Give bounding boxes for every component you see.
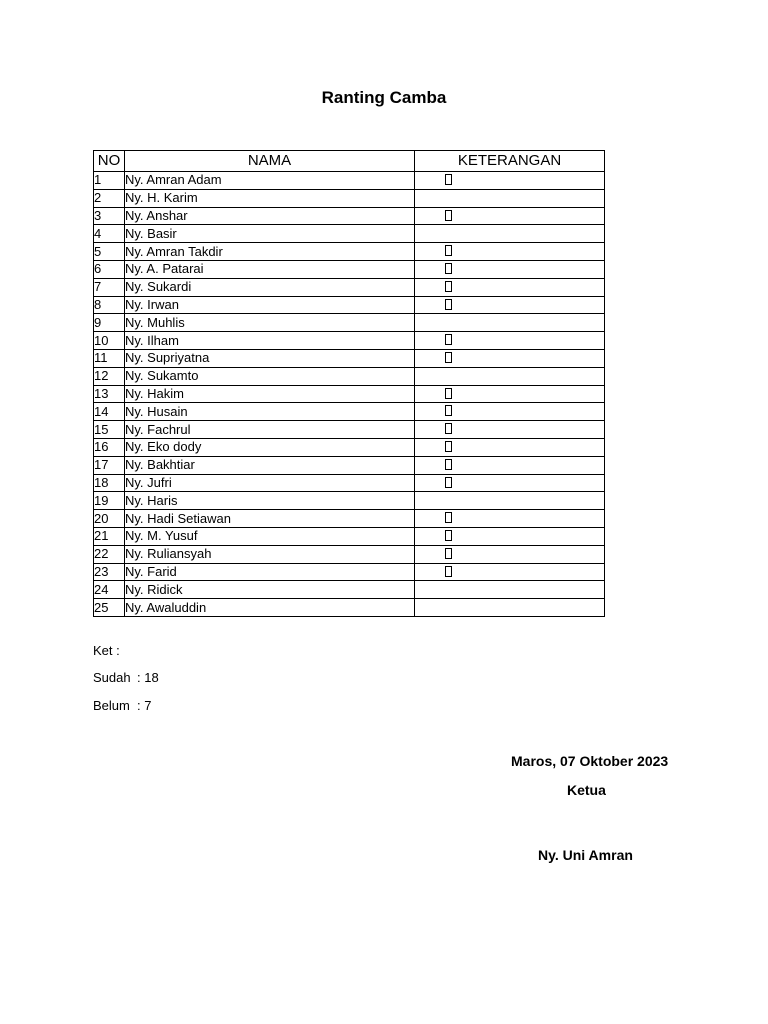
table-row	[94, 545, 605, 563]
row-no: 7	[94, 278, 125, 296]
check-box-icon	[445, 388, 452, 399]
row-nama: Ny. Awaluddin	[125, 599, 415, 617]
row-no: 12	[94, 367, 125, 385]
row-keterangan	[415, 421, 605, 439]
row-keterangan	[415, 314, 605, 332]
row-keterangan	[415, 527, 605, 545]
signature-role: Ketua	[567, 782, 606, 798]
row-keterangan	[415, 510, 605, 528]
row-keterangan	[415, 172, 605, 190]
check-box-icon	[445, 210, 452, 221]
row-no: 25	[94, 599, 125, 617]
check-box-icon	[445, 459, 452, 470]
check-box-icon	[445, 530, 452, 541]
attendance-table	[93, 150, 605, 617]
table-row	[94, 438, 605, 456]
row-nama: Ny. Haris	[125, 492, 415, 510]
sudah-label: Sudah	[93, 670, 131, 685]
row-keterangan	[415, 207, 605, 225]
table-row	[94, 581, 605, 599]
row-no: 6	[94, 260, 125, 278]
row-keterangan	[415, 349, 605, 367]
check-box-icon	[445, 281, 452, 292]
row-nama: Ny. Supriyatna	[125, 349, 415, 367]
notes-heading: Ket :	[93, 643, 120, 658]
row-keterangan	[415, 545, 605, 563]
notes-belum	[93, 698, 151, 713]
table-row	[94, 563, 605, 581]
table-row	[94, 260, 605, 278]
table-row	[94, 403, 605, 421]
table-row	[94, 492, 605, 510]
row-no: 3	[94, 207, 125, 225]
belum-label: Belum	[93, 698, 130, 713]
row-nama: Ny. H. Karim	[125, 189, 415, 207]
row-keterangan	[415, 438, 605, 456]
row-keterangan	[415, 260, 605, 278]
table-row	[94, 474, 605, 492]
header-keterangan: KETERANGAN	[415, 151, 605, 172]
header-no: NO	[94, 151, 125, 172]
row-no: 19	[94, 492, 125, 510]
row-no: 17	[94, 456, 125, 474]
row-nama: Ny. Hadi Setiawan	[125, 510, 415, 528]
row-keterangan	[415, 225, 605, 243]
row-nama: Ny. Hakim	[125, 385, 415, 403]
table-row	[94, 225, 605, 243]
check-box-icon	[445, 263, 452, 274]
table-row	[94, 296, 605, 314]
check-box-icon	[445, 477, 452, 488]
row-keterangan	[415, 563, 605, 581]
row-nama: Ny. Muhlis	[125, 314, 415, 332]
table-row	[94, 349, 605, 367]
row-no: 1	[94, 172, 125, 190]
check-box-icon	[445, 548, 452, 559]
check-box-icon	[445, 441, 452, 452]
row-keterangan	[415, 189, 605, 207]
table-row	[94, 207, 605, 225]
row-keterangan	[415, 474, 605, 492]
table-body	[94, 172, 605, 617]
table-header-row	[94, 151, 605, 172]
row-keterangan	[415, 367, 605, 385]
row-no: 8	[94, 296, 125, 314]
row-keterangan	[415, 296, 605, 314]
row-no: 23	[94, 563, 125, 581]
row-nama: Ny. M. Yusuf	[125, 527, 415, 545]
row-no: 13	[94, 385, 125, 403]
row-no: 20	[94, 510, 125, 528]
check-box-icon	[445, 405, 452, 416]
check-box-icon	[445, 299, 452, 310]
row-nama: Ny. Fachrul	[125, 421, 415, 439]
row-no: 5	[94, 243, 125, 261]
row-no: 10	[94, 332, 125, 350]
notes-sudah	[93, 670, 159, 685]
row-nama: Ny. Sukamto	[125, 367, 415, 385]
table-row	[94, 189, 605, 207]
row-nama: Ny. Husain	[125, 403, 415, 421]
row-no: 15	[94, 421, 125, 439]
row-keterangan	[415, 456, 605, 474]
row-nama: Ny. Farid	[125, 563, 415, 581]
row-nama: Ny. Jufri	[125, 474, 415, 492]
row-keterangan	[415, 492, 605, 510]
row-nama: Ny. Irwan	[125, 296, 415, 314]
belum-value: : 7	[137, 698, 152, 713]
row-keterangan	[415, 243, 605, 261]
row-nama: Ny. A. Patarai	[125, 260, 415, 278]
check-box-icon	[445, 334, 452, 345]
table-row	[94, 421, 605, 439]
table-row	[94, 527, 605, 545]
row-no: 11	[94, 349, 125, 367]
row-no: 24	[94, 581, 125, 599]
table-row	[94, 599, 605, 617]
row-nama: Ny. Ridick	[125, 581, 415, 599]
row-keterangan	[415, 403, 605, 421]
table-row	[94, 314, 605, 332]
row-no: 2	[94, 189, 125, 207]
row-keterangan	[415, 599, 605, 617]
check-box-icon	[445, 352, 452, 363]
row-keterangan	[415, 332, 605, 350]
table-row	[94, 385, 605, 403]
table-row	[94, 278, 605, 296]
table-row	[94, 243, 605, 261]
table-row	[94, 367, 605, 385]
check-box-icon	[445, 245, 452, 256]
check-box-icon	[445, 566, 452, 577]
row-no: 4	[94, 225, 125, 243]
table-row	[94, 510, 605, 528]
row-no: 9	[94, 314, 125, 332]
row-keterangan	[415, 385, 605, 403]
row-nama: Ny. Amran Takdir	[125, 243, 415, 261]
row-nama: Ny. Ilham	[125, 332, 415, 350]
check-box-icon	[445, 512, 452, 523]
table-row	[94, 332, 605, 350]
row-no: 18	[94, 474, 125, 492]
row-no: 14	[94, 403, 125, 421]
header-nama: NAMA	[125, 151, 415, 172]
row-keterangan	[415, 581, 605, 599]
row-nama: Ny. Basir	[125, 225, 415, 243]
row-nama: Ny. Ruliansyah	[125, 545, 415, 563]
document-title: Ranting Camba	[321, 88, 447, 107]
row-keterangan	[415, 278, 605, 296]
sudah-value: : 18	[137, 670, 159, 685]
row-nama: Ny. Amran Adam	[125, 172, 415, 190]
table-row	[94, 172, 605, 190]
signature-name: Ny. Uni Amran	[538, 847, 633, 863]
row-nama: Ny. Bakhtiar	[125, 456, 415, 474]
row-nama: Ny. Sukardi	[125, 278, 415, 296]
table-row	[94, 456, 605, 474]
row-no: 21	[94, 527, 125, 545]
check-box-icon	[445, 174, 452, 185]
row-nama: Ny. Eko dody	[125, 438, 415, 456]
check-box-icon	[445, 423, 452, 434]
row-no: 22	[94, 545, 125, 563]
row-nama: Ny. Anshar	[125, 207, 415, 225]
row-no: 16	[94, 438, 125, 456]
signature-place-date: Maros, 07 Oktober 2023	[511, 753, 669, 769]
